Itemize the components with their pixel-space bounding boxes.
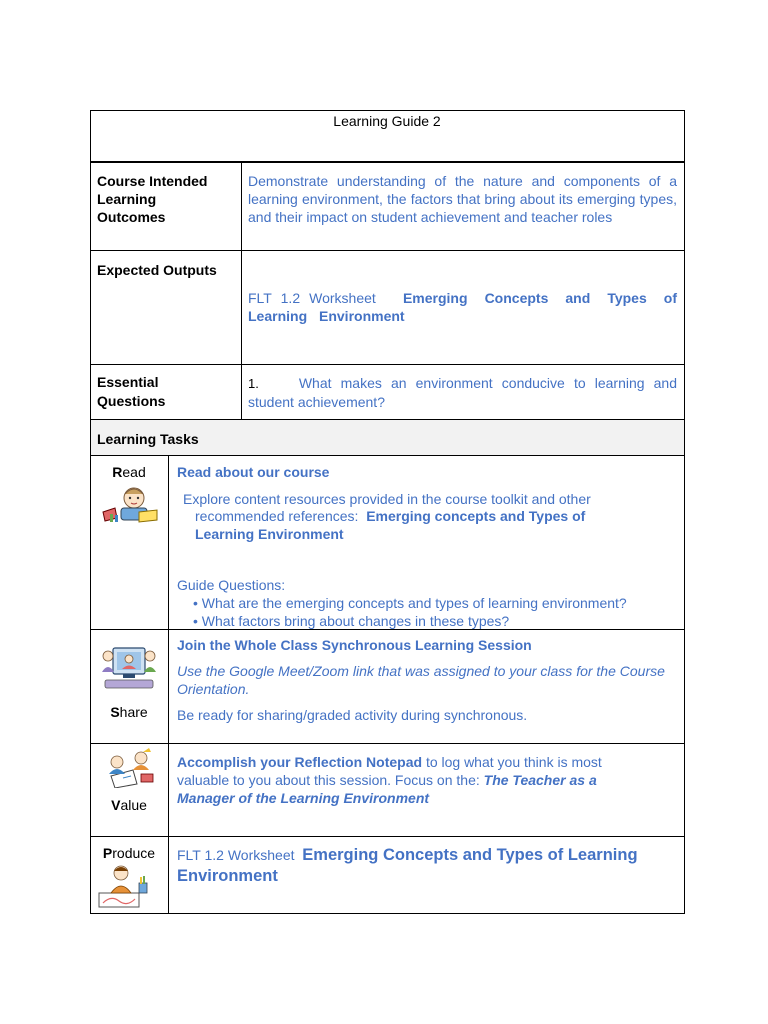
read-question-item: • What are the emerging concepts and types of learning environment? — [193, 595, 627, 611]
outputs-label-cell — [90, 250, 242, 365]
share-ready-text: Be ready for sharing/graded activity during synchronous. — [177, 707, 528, 723]
produce-prefix: FLT 1.2 Worksheet — [177, 847, 295, 863]
read-content-cell — [168, 455, 685, 630]
outputs-label: Expected Outputs — [97, 262, 217, 278]
cilo-text: Demonstrate understanding of the nature and components of a learning environment, the factors that bring about its emerging types, and their impact on student achievement and teacher roles — [248, 173, 677, 225]
writing-kids-icon — [103, 748, 157, 788]
value-label: Value — [111, 797, 147, 813]
read-label: Read — [112, 464, 146, 480]
outputs-text-cell — [241, 250, 685, 365]
cilo-label: Course Intended Learning Outcomes — [97, 173, 208, 225]
guide-title: Learning Guide 2 — [333, 113, 441, 129]
value-focus: The Teacher as a Manager of the Learning Environment — [177, 772, 597, 806]
value-heading: Accomplish your Reflection Notepad — [177, 754, 423, 770]
essential-label-cell — [90, 364, 242, 420]
outputs-title: Emerging Concepts and Types of Learning Environment — [248, 290, 678, 324]
produce-text — [177, 845, 677, 887]
read-label-cell — [90, 455, 169, 630]
value-label-cell — [90, 743, 169, 837]
value-content-cell — [168, 743, 685, 837]
title-row — [90, 110, 685, 162]
read-refs-title: Emerging concepts and Types of Learning Environment — [195, 508, 586, 542]
share-heading: Join the Whole Class Synchronous Learning Session — [177, 637, 532, 653]
share-link-text: Use the Google Meet/Zoom link that was assigned to your class for the Course Orientation. — [177, 663, 665, 697]
read-question-item: • What factors bring about changes in these types? — [193, 613, 510, 629]
read-explore: Explore content resources provided in the course toolkit and other — [183, 491, 591, 507]
essential-label: Essential Questions — [97, 374, 166, 409]
produce-content-cell — [168, 836, 685, 914]
share-content-cell — [168, 629, 685, 744]
cilo-text-cell — [241, 162, 685, 251]
drawing-child-icon — [97, 863, 149, 909]
tasks-label: Learning Tasks — [97, 431, 199, 447]
video-conference-icon — [101, 642, 157, 692]
share-label: Share — [110, 704, 148, 720]
outputs-prefix: FLT 1.2 Worksheet — [248, 290, 376, 306]
read-guide-label: Guide Questions: — [177, 577, 286, 593]
essential-question — [248, 374, 677, 411]
cilo-label-cell — [90, 162, 242, 251]
essential-text-cell — [241, 364, 685, 420]
essential-question-text: What makes an environment conducive to learning and student achievement? — [248, 375, 677, 410]
produce-title: Emerging Concepts and Types of Learning Environment — [177, 846, 638, 885]
essential-number: 1. — [248, 376, 259, 391]
tasks-header-row — [90, 419, 685, 456]
produce-label: Produce — [102, 845, 156, 861]
read-heading: Read about our course — [177, 464, 330, 480]
read-references — [195, 507, 635, 543]
child-reading-icon — [101, 486, 159, 526]
share-label-cell — [90, 629, 169, 744]
outputs-text — [248, 289, 677, 325]
value-body: to log what you think is most valuable to you about this session. Focus on the: — [177, 754, 602, 788]
read-refs-prefix: recommended references: — [195, 508, 359, 524]
value-text — [177, 753, 647, 807]
produce-label-cell — [90, 836, 169, 914]
